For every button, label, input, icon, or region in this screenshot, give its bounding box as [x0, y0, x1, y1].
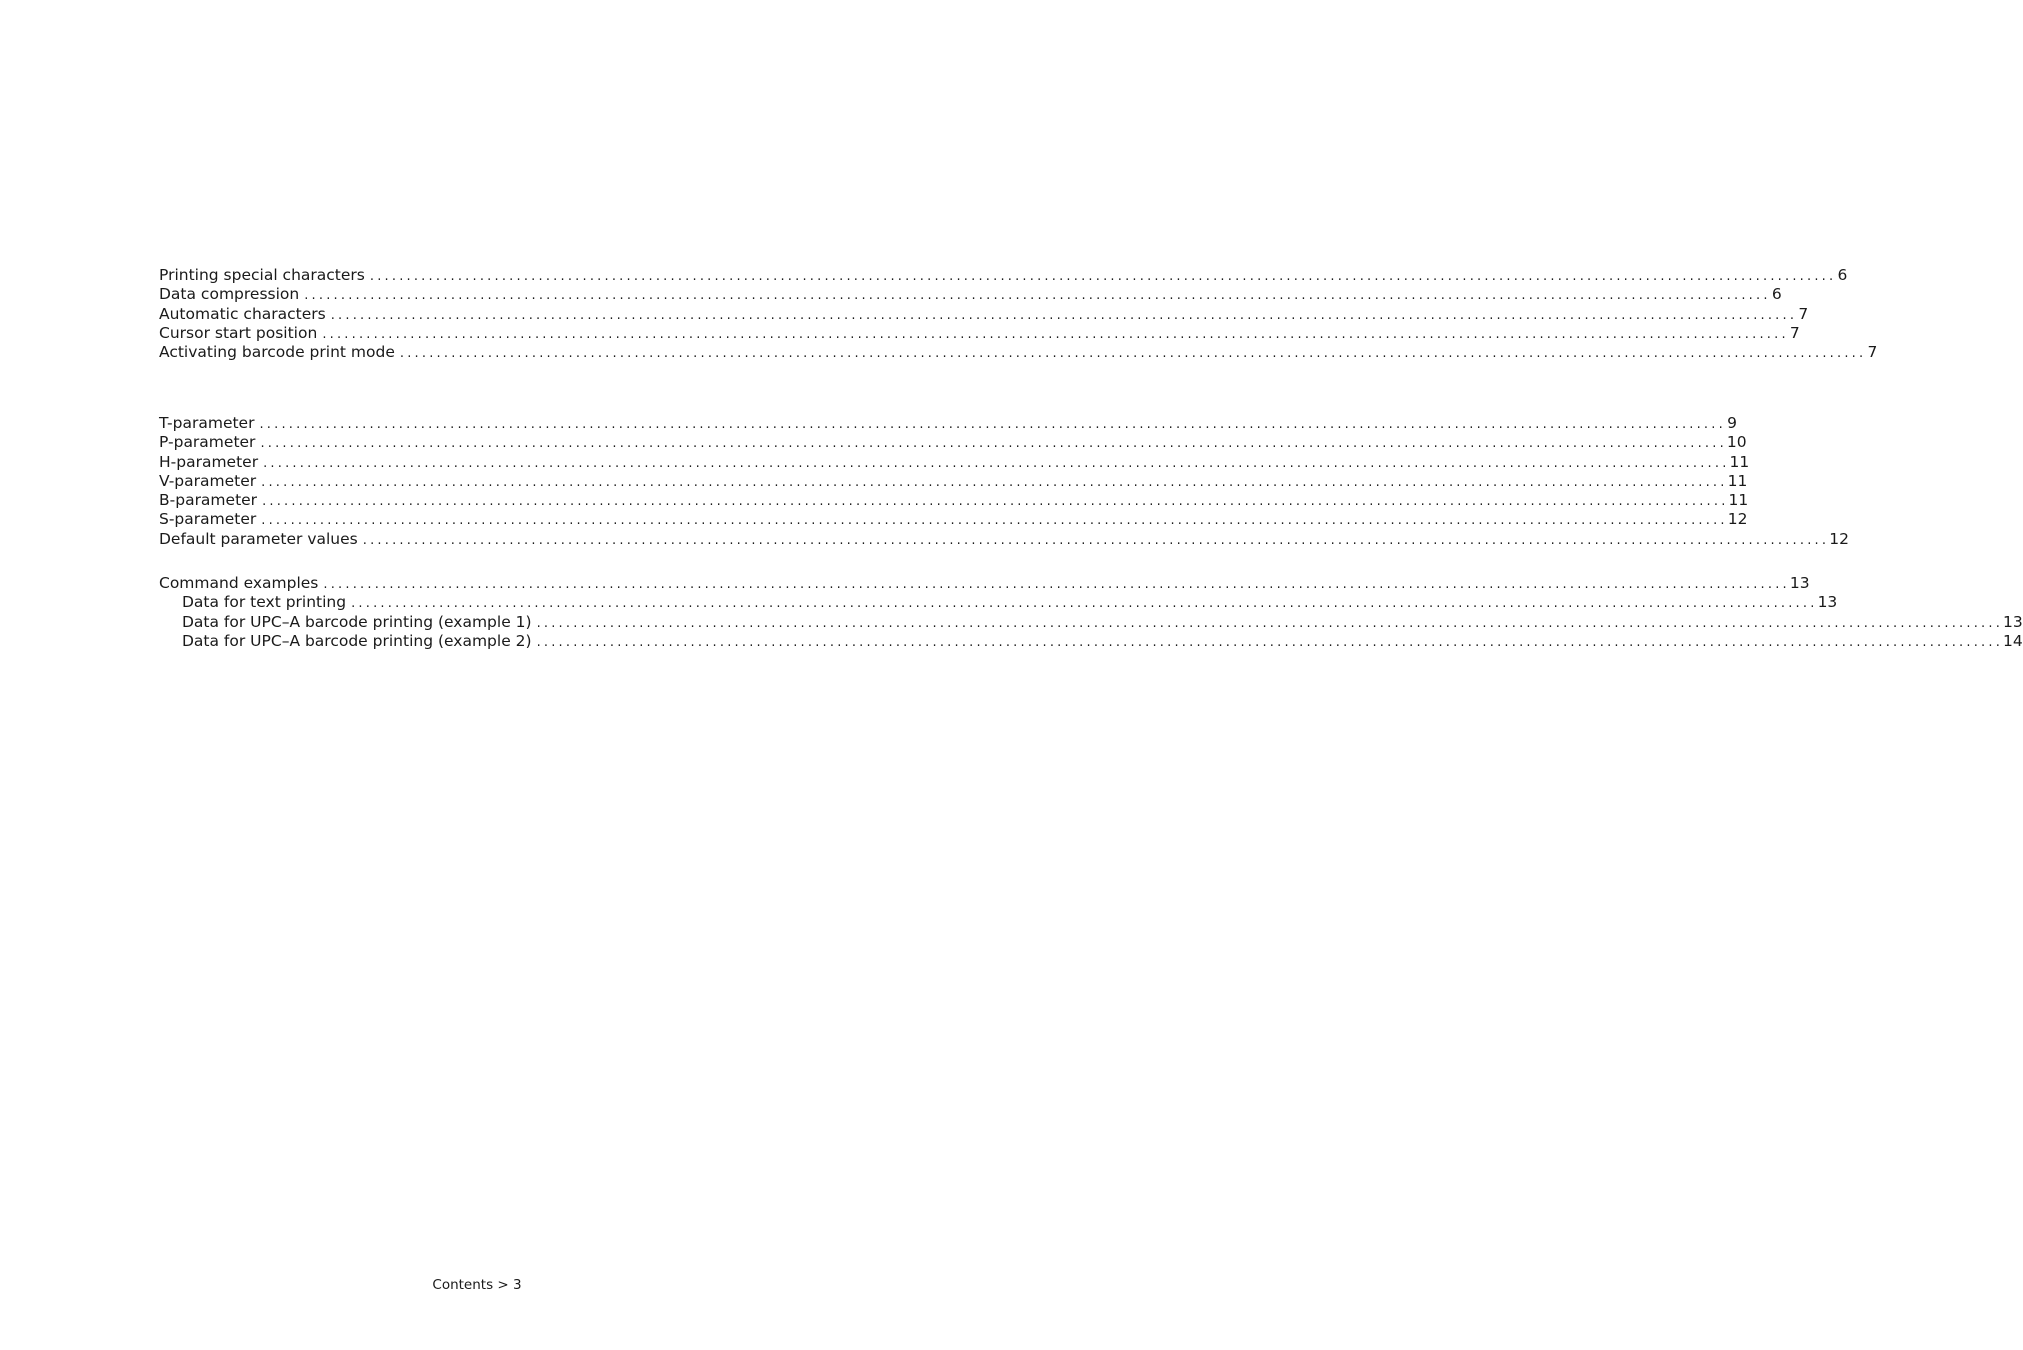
toc-group-1 [159, 266, 1878, 362]
toc-dot-leader: ........................................................................................................................................................................................................ [261, 474, 1728, 490]
toc-page-number: 9 [1727, 414, 1737, 432]
toc-page-number: 13 [2003, 612, 2023, 631]
toc-dot-leader: ........................................................................................................................................................................................................ [323, 577, 1790, 592]
toc-page-number: 11 [1727, 471, 1748, 490]
toc-page-number: 13 [1789, 574, 1810, 592]
toc-entry-title: Command examples [159, 574, 319, 592]
toc-dot-leader: ........................................................................................................................................................................................................ [322, 326, 1789, 342]
toc-entry-title: S-parameter [159, 510, 257, 529]
toc-entry[interactable] [159, 631, 2023, 651]
toc-entry[interactable] [159, 593, 1838, 612]
toc-dot-leader: ........................................................................................................................................................................................................ [536, 634, 2004, 650]
toc-page-number: 6 [1837, 266, 1848, 284]
toc-dot-leader: ........................................................................................................................................................................................................ [259, 417, 1726, 432]
toc-page-number: 11 [1728, 491, 1749, 510]
toc-entry-title: Data compression [159, 285, 300, 304]
toc-dot-leader: ........................................................................................................................................................................................................ [260, 436, 1727, 452]
toc-entry[interactable] [159, 612, 2023, 632]
toc-dot-leader: ........................................................................................................................................................................................................ [369, 269, 1837, 284]
page-footer: Contents > 3 [432, 1277, 522, 1293]
toc-dot-leader: ........................................................................................................................................................................................................ [399, 346, 1867, 362]
toc-page-number: 13 [1817, 593, 1838, 612]
toc-page-number: 10 [1726, 433, 1747, 452]
toc-entry-title: H-parameter [159, 452, 259, 471]
toc-entry-title: V-parameter [159, 471, 257, 490]
toc-entry-title: Data for UPC–A barcode printing (example 1) [182, 612, 532, 631]
toc-entry[interactable] [159, 491, 1749, 510]
toc-dot-leader: ........................................................................................................................................................................................................ [362, 532, 1830, 548]
toc-entry-title: Printing special characters [159, 266, 365, 284]
toc-entry[interactable] [159, 510, 1748, 529]
toc-page-number: 7 [1867, 343, 1878, 362]
toc-dot-leader: ........................................................................................................................................................................................................ [262, 494, 1729, 510]
toc-dot-leader: ........................................................................................................................................................................................................ [304, 288, 1771, 304]
toc-dot-leader: ........................................................................................................................................................................................................ [330, 307, 1798, 323]
toc-entry[interactable] [159, 323, 1800, 343]
toc-entry[interactable] [159, 452, 1750, 472]
toc-entry-title: B-parameter [159, 491, 258, 510]
toc-group-2 [159, 414, 1849, 549]
toc-entry[interactable] [159, 433, 1747, 452]
toc-dot-leader: ........................................................................................................................................................................................................ [263, 455, 1730, 471]
toc-entry[interactable] [159, 304, 1809, 324]
toc-dot-leader: ........................................................................................................................................................................................................ [261, 513, 1728, 529]
toc-entry-title: Automatic characters [159, 304, 326, 323]
toc-entry[interactable] [159, 285, 1782, 304]
toc-entry-title: P-parameter [159, 433, 256, 452]
toc-entry-title: Activating barcode print mode [159, 343, 395, 362]
toc-page-number: 14 [2003, 631, 2023, 650]
toc-entry[interactable] [159, 529, 1849, 549]
toc-entry-title: Data for text printing [182, 593, 347, 612]
toc-page-number: 6 [1771, 285, 1782, 304]
toc-page-number: 12 [1727, 510, 1748, 529]
toc-dot-leader: ........................................................................................................................................................................................................ [536, 615, 2004, 631]
toc-entry[interactable] [159, 471, 1748, 491]
toc-page-number: 11 [1729, 452, 1750, 471]
toc-entry-title: Cursor start position [159, 323, 318, 342]
toc-dot-leader: ........................................................................................................................................................................................................ [351, 596, 1818, 612]
toc-page-number: 7 [1789, 323, 1800, 342]
toc-group-3 [159, 574, 2023, 651]
toc-entry[interactable] [159, 414, 1737, 433]
toc-page-number: 7 [1798, 304, 1809, 323]
toc-entry-title: Default parameter values [159, 529, 358, 548]
toc-entry[interactable] [159, 343, 1878, 362]
toc-entry-title: Data for UPC–A barcode printing (example 2) [182, 631, 532, 650]
toc-entry[interactable] [159, 266, 1848, 285]
toc-entry[interactable] [159, 574, 1810, 593]
toc-page-number: 12 [1829, 529, 1849, 548]
toc-entry-title: T-parameter [159, 414, 255, 432]
